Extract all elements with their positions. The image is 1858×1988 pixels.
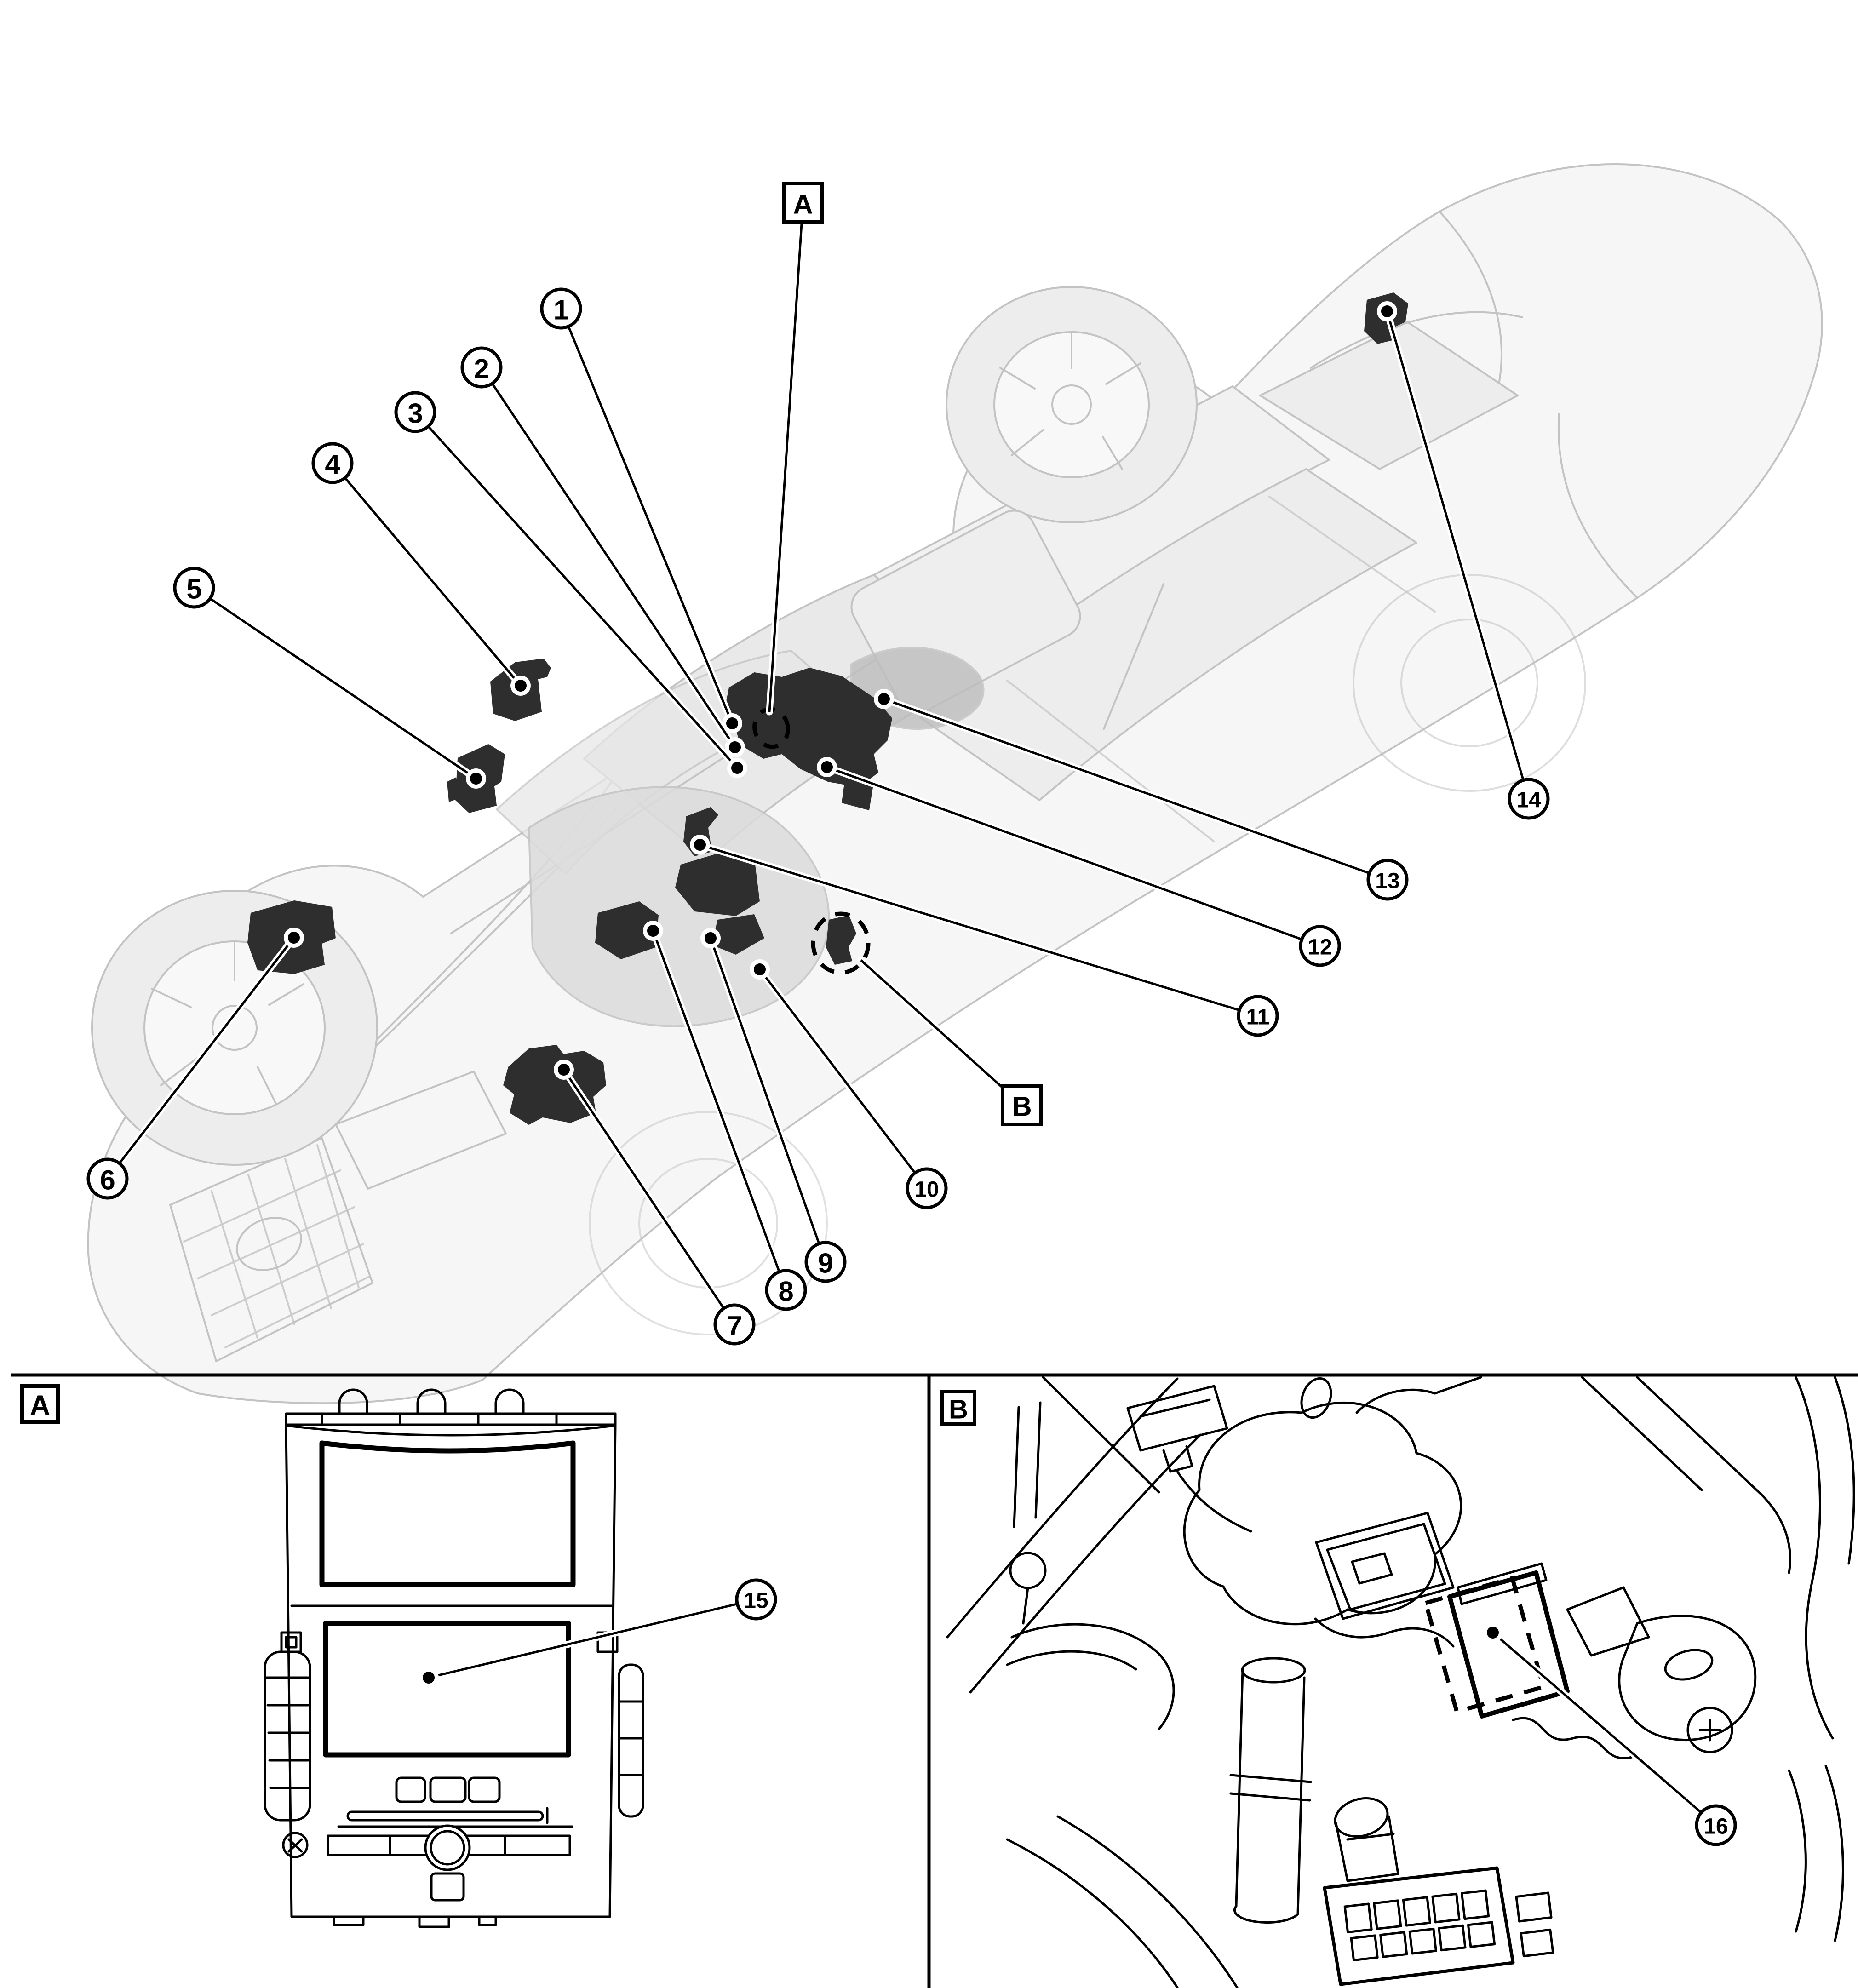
callout-label-3: 3: [407, 398, 423, 429]
leader-1: [561, 309, 732, 723]
target-dot-5: [470, 773, 482, 785]
target-dot-11: [694, 839, 706, 851]
target-dot-10: [754, 963, 766, 975]
target-dot-7: [558, 1064, 570, 1076]
target-dot-15: [423, 1672, 435, 1684]
target-dot-2: [729, 741, 741, 753]
callout-label-5: 5: [186, 573, 202, 605]
rear-left-wheel: [946, 287, 1197, 522]
leader-5: [194, 588, 476, 779]
callout-label-15: 15: [744, 1588, 768, 1613]
target-dot-16: [1487, 1627, 1499, 1639]
callout-label-10: 10: [914, 1177, 939, 1202]
callout-label-2: 2: [474, 353, 489, 384]
target-dot-12: [821, 761, 833, 773]
target-dot-6: [288, 932, 300, 944]
target-dot-3: [731, 762, 743, 774]
callout-label-6: 6: [100, 1164, 115, 1196]
detail-box-label-B: B: [1012, 1091, 1032, 1122]
callout-label-9: 9: [818, 1248, 833, 1279]
detail-box-label-A: A: [793, 189, 813, 220]
target-dot-13: [878, 693, 890, 705]
target-dot-1: [726, 717, 738, 729]
callout-label-12: 12: [1307, 935, 1332, 960]
leader-15: [429, 1599, 756, 1678]
target-dot-14: [1381, 305, 1393, 317]
callout-label-8: 8: [778, 1276, 794, 1307]
callout-label-13: 13: [1375, 869, 1400, 894]
panel-a-label: [22, 1386, 58, 1422]
engine-compartment-art: [947, 1374, 1854, 1988]
callout-label-4: 4: [325, 449, 340, 480]
svg-text:A: A: [29, 1390, 51, 1422]
callout-label-11: 11: [1246, 1005, 1270, 1030]
vehicle-outline-art: [88, 164, 1822, 1403]
target-dot-9: [705, 932, 717, 944]
callout-label-1: 1: [553, 294, 569, 326]
leader-16: [1493, 1633, 1716, 1825]
target-dot-8: [647, 925, 659, 937]
panel-b-label: [942, 1392, 975, 1425]
svg-text:B: B: [949, 1394, 968, 1425]
leader-3: [415, 412, 737, 768]
target-dot-4: [515, 680, 527, 692]
callout-label-7: 7: [727, 1310, 742, 1341]
callout-label-14: 14: [1516, 788, 1541, 813]
display-unit-art: [265, 1390, 643, 1927]
callout-label-16: 16: [1703, 1814, 1728, 1839]
